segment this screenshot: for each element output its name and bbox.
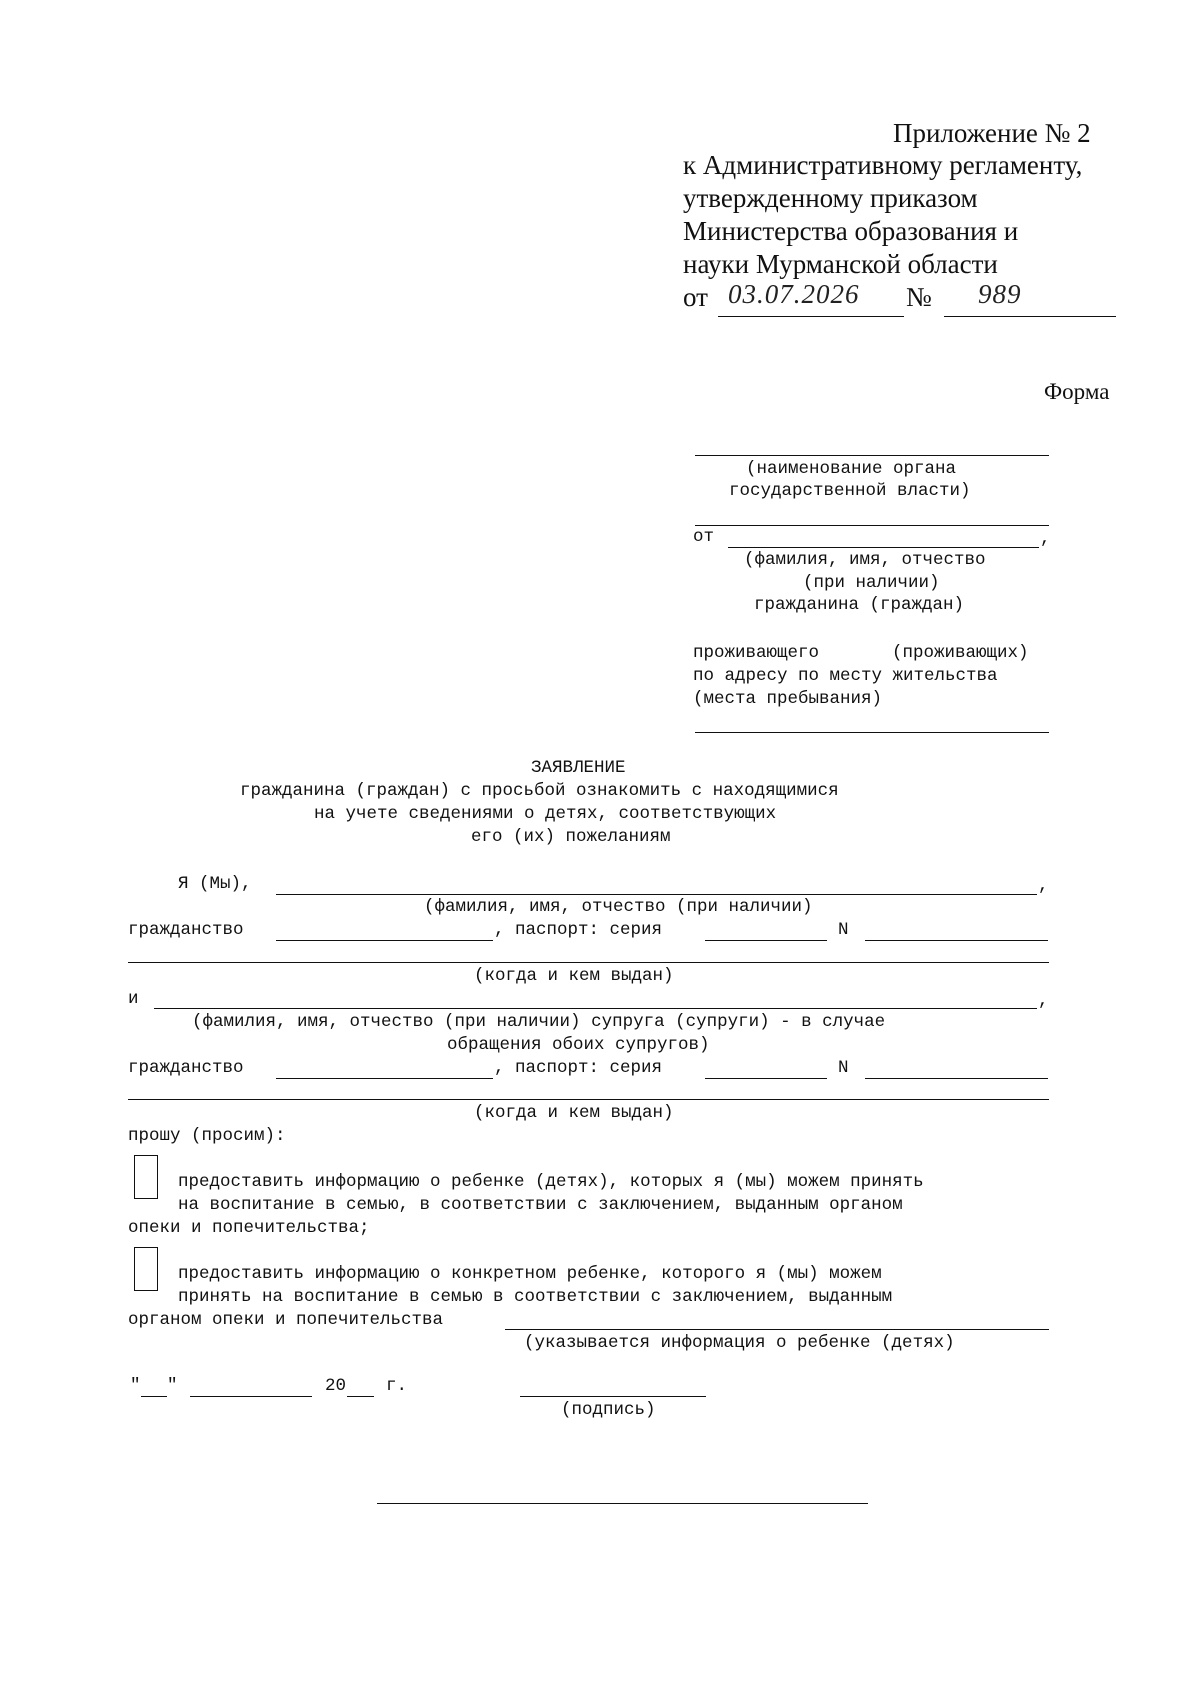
spouse-fio-line [154, 1008, 1037, 1009]
appendix-line-5: науки Мурманской области [683, 249, 998, 279]
appendix-line-4: Министерства образования и [683, 216, 1019, 246]
document-heading: ЗАЯВЛЕНИЕ [531, 758, 626, 778]
document-subtitle-3: его (их) пожеланиям [471, 827, 671, 847]
child-info-line [505, 1329, 1049, 1330]
order-number-handwritten: 989 [978, 279, 1022, 309]
passport-number-line-2 [865, 1078, 1048, 1079]
citizenship-line-2 [276, 1078, 493, 1079]
date-year-suffix: г. [386, 1376, 408, 1396]
citizenship-label-1: гражданство [128, 920, 244, 940]
spouse-fio-comma: , [1038, 991, 1049, 1011]
request-label: прошу (просим): [128, 1126, 286, 1146]
and-label: и [128, 989, 139, 1009]
order-date-handwritten: 03.07.2026 [728, 279, 860, 309]
residing-label-2: по адресу по месту жительства [693, 666, 998, 686]
organ-name-line-2 [695, 525, 1049, 526]
order-number-label: № [906, 282, 932, 312]
address-line [695, 732, 1049, 733]
order-date-underline [718, 316, 904, 317]
child-info-caption: (указывается информация о ребенке (детях) [524, 1333, 955, 1353]
passport-number-line-1 [865, 940, 1048, 941]
date-month-line [190, 1396, 312, 1397]
issued-caption-1: (когда и кем выдан) [474, 966, 674, 986]
passport-label-1: , паспорт: серия [494, 920, 663, 940]
passport-series-line-2 [705, 1078, 827, 1079]
spouse-caption-2: обращения обоих супругов) [447, 1035, 710, 1055]
organ-caption-2: государственной власти) [729, 481, 971, 501]
applicant-name-line [728, 547, 1039, 548]
document-subtitle-1: гражданина (граждан) с просьбой ознакомить с находящимися [240, 781, 839, 801]
option-2-line-1: предоставить информацию о конкретном ребенке, которого я (мы) можем [178, 1264, 882, 1284]
issued-line-1 [128, 962, 1049, 963]
organ-caption-1: (наименование органа [746, 459, 957, 479]
passport-series-line-1 [705, 940, 827, 941]
issued-line-2 [128, 1099, 1049, 1100]
fio-caption-1: (фамилия, имя, отчество [744, 550, 986, 570]
appendix-line-2: к Административному регламенту, [683, 150, 1083, 180]
appendix-title: Приложение № 2 [893, 118, 1091, 148]
spouse-caption-1: (фамилия, имя, отчество (при наличии) супруга (супруги) - в случае [192, 1012, 886, 1032]
order-number-underline [944, 316, 1116, 317]
date-day-line [141, 1396, 167, 1397]
option-1-line-1: предоставить информацию о ребенке (детях), которых я (мы) можем принять [178, 1172, 924, 1192]
residing-label-1b: (проживающих) [892, 643, 1029, 663]
passport-label-2: , паспорт: серия [494, 1058, 663, 1078]
applicant-name-comma: , [1040, 529, 1051, 549]
document-subtitle-2: на учете сведениями о детях, соответствующих [314, 804, 777, 824]
option-2-line-2: принять на воспитание в семью в соответствии с заключением, выданным [178, 1287, 893, 1307]
citizenship-line-1 [276, 940, 493, 941]
issued-caption-2: (когда и кем выдан) [474, 1103, 674, 1123]
applicant-fio-line [276, 894, 1037, 895]
appendix-line-3: утвержденному приказом [683, 183, 978, 213]
fio-caption-2: (при наличии) [803, 573, 940, 593]
passport-number-label-2: N [838, 1058, 849, 1078]
closing-rule [377, 1503, 868, 1504]
we-label: Я (Мы), [178, 874, 252, 894]
applicant-fio-caption: (фамилия, имя, отчество (при наличии) [424, 897, 813, 917]
option-2-checkbox[interactable] [134, 1247, 158, 1291]
date-quote-close: " [167, 1376, 178, 1396]
form-label: Форма [1044, 379, 1110, 404]
applicant-fio-comma: , [1038, 876, 1049, 896]
from-label: от [693, 527, 715, 547]
residing-label-1a: проживающего [693, 643, 820, 663]
order-date-label: от [683, 282, 708, 312]
signature-caption: (подпись) [561, 1400, 656, 1420]
option-1-line-3: опеки и попечительства; [128, 1218, 370, 1238]
residing-label-3: (места пребывания) [693, 689, 883, 709]
organ-name-line [695, 455, 1049, 456]
date-year-line [347, 1396, 374, 1397]
citizenship-label-2: гражданство [128, 1058, 244, 1078]
option-1-line-2: на воспитание в семью, в соответствии с заключением, выданным органом [178, 1195, 903, 1215]
date-year-prefix: 20 [325, 1376, 347, 1396]
passport-number-label-1: N [838, 920, 849, 940]
signature-line [520, 1396, 706, 1397]
option-2-line-3: органом опеки и попечительства [128, 1310, 444, 1330]
option-1-checkbox[interactable] [134, 1155, 158, 1199]
fio-caption-3: гражданина (граждан) [754, 595, 965, 615]
date-quote-open: " [130, 1376, 141, 1396]
